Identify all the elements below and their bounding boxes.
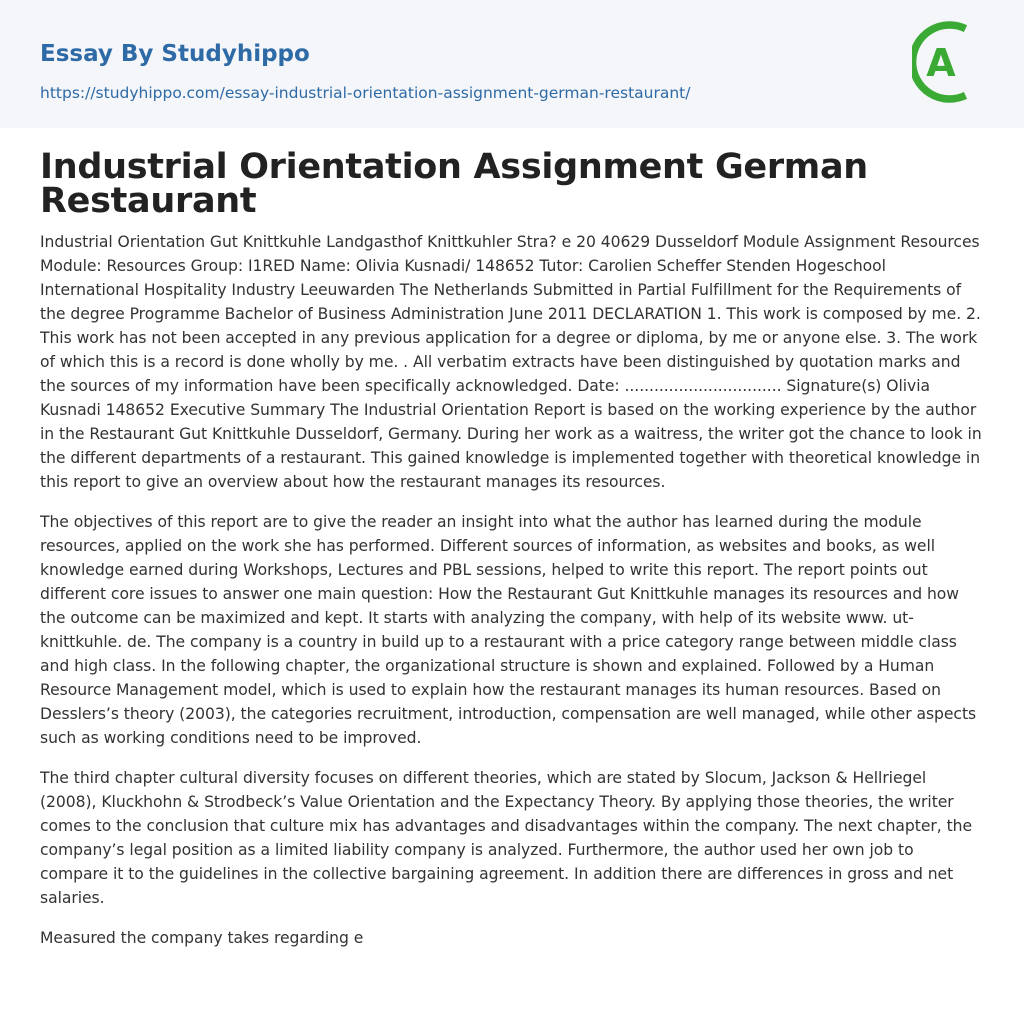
site-brand[interactable]: Essay By Studyhippo: [40, 41, 310, 67]
article-paragraph-1: Industrial Orientation Gut Knittkuhle Landgasthof Knittkuhler Stra? e 20 40629 Dusseldorf Module Assignment Resources Module: Resources Group: I1RED Name: Olivia Kusnadi/ 148652 Tutor: Carolien Scheffer Stenden Hogeschool International Hospitality Industry Leeuwarden The Netherlands Submitted in Partial Fulfillment for the Requirements of the degree Programme Bachelor of Business Administration June 2011 DECLARATION 1. This work is composed by me. 2. This work has not been accepted in any previous application for a degree or diploma, by me or anyone else. 3. The work of which this is a record is done wholly by me. . All verbatim extracts have been distinguished by quotation marks and the sources of my information have been specifically acknowledged. Date: ................................ Signature(s) Olivia Kusnadi 148652 Executive Summary The Industrial Orientation Report is based on the working experience by the author in the Restaurant Gut Knittkuhle Dusseldorf, Germany. During her work as a waitress, the writer got the chance to look in the different departments of a restaurant. This gained knowledge is implemented together with theoretical knowledge in this report to give an overview about how the restaurant manages its resources.: [40, 233, 982, 491]
logo-letter: A: [926, 41, 956, 85]
article-title: Industrial Orientation Assignment German Restaurant: [40, 147, 868, 221]
article: [40, 147, 985, 950]
article-paragraph-2: The objectives of this report are to give the reader an insight into what the author has learned during the module resources, applied on the work she has performed. Different sources of information, as websites and books, as well knowledge earned during Workshops, Lectures and PBL sessions, helped to write this report. The report points out different core issues to answer one main question: How the Restaurant Gut Knittkuhle manages its resources and how the outcome can be maximized and kept. It starts with analyzing the company, with help of its website www. ut-knittkuhle. de. The company is a country in build up to a restaurant with a price category range between middle class and high class. In the following chapter, the organizational structure is shown and explained. Followed by a Human Resource Management model, which is used to explain how the restaurant manages its human resources. Based on Desslers’s theory (2003), the categories recruitment, introduction, compensation are well managed, while other aspects such as working conditions need to be improved.: [40, 513, 977, 747]
site-header: [0, 0, 1024, 128]
article-paragraph-4: Measured the company takes regarding e: [40, 929, 364, 947]
studyhippo-logo-icon[interactable]: [912, 18, 988, 106]
essay-url-link[interactable]: https://studyhippo.com/essay-industrial-orientation-assignment-german-restaurant/: [40, 84, 691, 102]
article-paragraph-3: The third chapter cultural diversity focuses on different theories, which are stated by Slocum, Jackson & Hellriegel (2008), Kluckhohn & Strodbeck’s Value Orientation and the Expectancy Theory. By applying those theories, the writer comes to the conclusion that culture mix has advantages and disadvantages within the company. The next chapter, the company’s legal position as a limited liability company is analyzed. Furthermore, the author used her own job to compare it to the guidelines in the collective bargaining agreement. In addition there are differences in gross and net salaries.: [40, 769, 973, 907]
